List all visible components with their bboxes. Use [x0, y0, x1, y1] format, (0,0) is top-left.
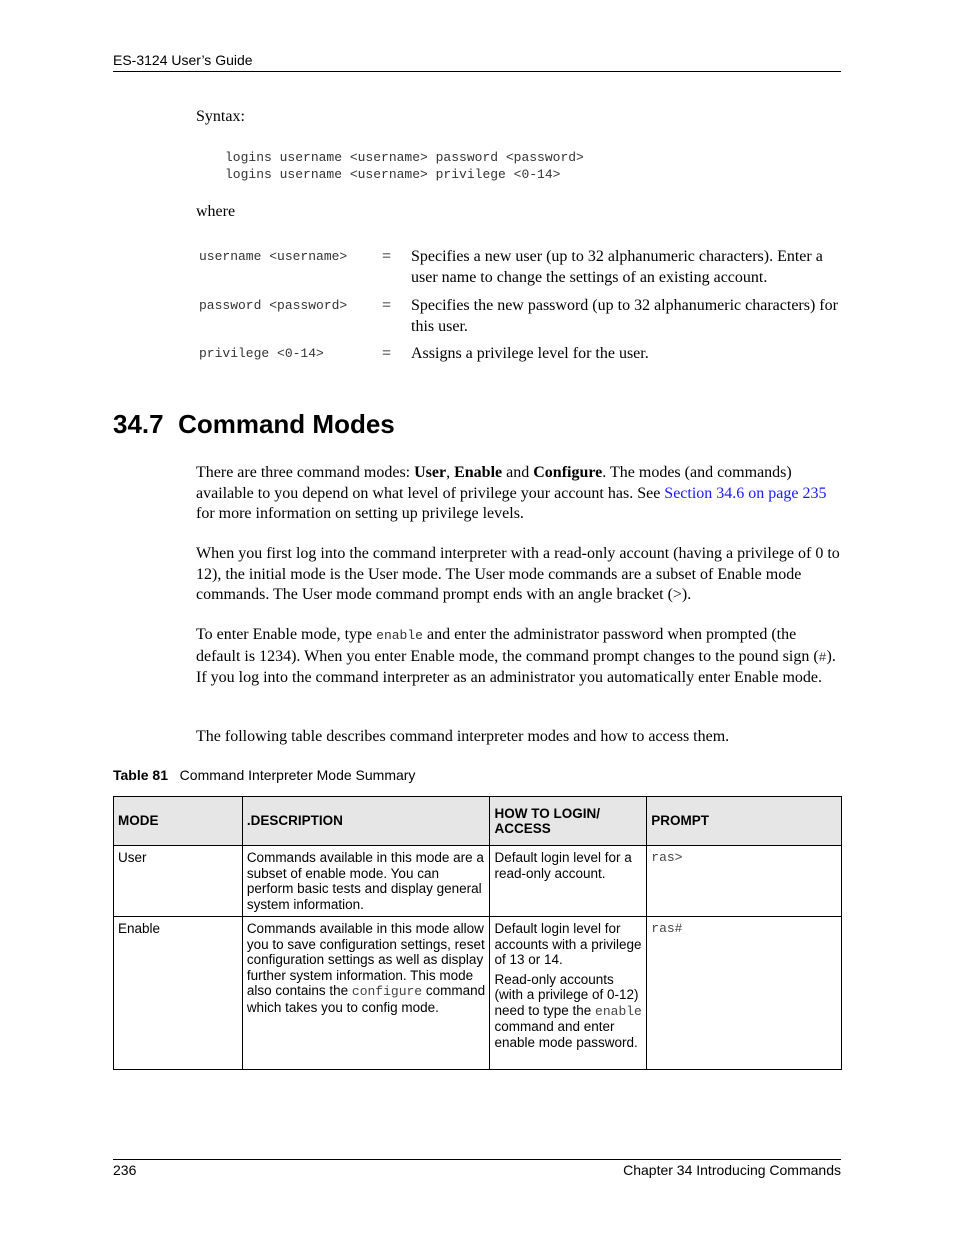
text-run: To enter Enable mode, type	[196, 626, 377, 643]
cell-access	[490, 917, 647, 1070]
column-header-mode: MODE	[114, 797, 243, 846]
section-cross-reference-link[interactable]: Section 34.6 on page 235	[664, 484, 827, 502]
section-heading	[113, 409, 395, 440]
mode-user-bold: User	[414, 464, 447, 481]
cell-access: Default login level for a read-only account.	[490, 846, 647, 917]
inline-code-configure: configure	[351, 984, 423, 999]
page-number: 236	[113, 1162, 137, 1178]
text-run: . The modes (and commands) available to you depend on what level of privilege your account has. See	[196, 464, 792, 502]
footer-divider	[113, 1159, 841, 1160]
table-caption-label: Table 81	[113, 767, 168, 783]
table-row	[114, 846, 842, 917]
mode-enable-bold: Enable	[454, 464, 503, 481]
text-run: Read-only accounts (with a privilege of 0-12) need to type the	[494, 971, 639, 1018]
mode-configure-bold: Configure	[533, 464, 603, 481]
syntax-label: Syntax:	[196, 108, 245, 125]
table-caption	[113, 767, 415, 783]
cell-prompt: ras#	[647, 917, 842, 1070]
access-paragraph	[494, 972, 642, 1051]
text-run: command and enter enable mode password.	[494, 1019, 638, 1050]
text-run: and	[502, 464, 534, 481]
table-caption-text: Command Interpreter Mode Summary	[179, 767, 416, 783]
param-name-password: password <password>	[199, 298, 348, 313]
param-equals: =	[382, 345, 392, 362]
where-label: where	[196, 203, 236, 220]
inline-code-enable: enable	[595, 1003, 642, 1019]
column-header-access: HOW TO LOGIN/ ACCESS	[490, 797, 647, 846]
param-equals: =	[382, 248, 392, 265]
text-run: command which takes you to config mode.	[246, 983, 486, 1015]
inline-code-pound: #	[818, 649, 827, 665]
text-run: ). If you log into the command interpreter as an administrator you automatically enter Enable mode.	[196, 647, 836, 686]
header-divider	[113, 71, 841, 72]
column-header-description: .DESCRIPTION	[242, 797, 490, 846]
param-desc-password: Specifies the new password (up to 32 alphanumeric characters) for this user.	[411, 297, 838, 335]
syntax-line-1: logins username <username> password <password>	[225, 150, 584, 165]
paragraph-user-mode: When you first log into the command interpreter with a read-only account (having a privilege of 0 to 12), the initial mode is the User mode. The User mode commands are a subset of Enable mode commands. The User mode command prompt ends with an angle bracket (>).	[196, 545, 840, 603]
inline-code-enable: enable	[376, 628, 423, 643]
param-equals: =	[382, 297, 392, 314]
table-header-row	[114, 797, 842, 846]
cell-mode: Enable	[114, 917, 243, 1070]
param-desc-privilege: Assigns a privilege level for the user.	[411, 345, 649, 362]
section-number: 34.7	[113, 409, 164, 439]
paragraph-command-modes	[196, 463, 841, 525]
text-run: for more information on setting up privilege levels.	[196, 505, 524, 522]
access-paragraph: Default login level for accounts with a privilege of 13 or 14.	[494, 921, 642, 967]
text-run: and enter the administrator password when prompted (the default is 1234). When you enter Enable mode, the command prompt changes to the pound sign (	[196, 626, 819, 665]
mode-summary-table	[113, 796, 842, 1070]
param-name-privilege: privilege <0-14>	[199, 346, 324, 361]
section-title: Command Modes	[178, 409, 395, 439]
running-header-title: ES-3124 User’s Guide	[113, 52, 253, 68]
paragraph-enable-mode	[196, 625, 841, 689]
text-run: ,	[446, 464, 455, 481]
paragraph-table-intro: The following table describes command interpreter modes and how to access them.	[196, 728, 730, 745]
table-row	[114, 917, 842, 1070]
param-desc-username: Specifies a new user (up to 32 alphanumeric characters). Enter a user name to change the settings of an existing account.	[411, 248, 823, 286]
param-name-username: username <username>	[199, 249, 348, 264]
text-run: Commands available in this mode allow you to save configuration settings, reset configuration settings as well as display further system information. This mode also contains the	[246, 921, 485, 998]
cell-description: Commands available in this mode are a subset of enable mode. You can perform basic tests and display general system information.	[242, 846, 490, 917]
syntax-line-2: logins username <username> privilege <0-14>	[225, 167, 561, 182]
chapter-title: Chapter 34 Introducing Commands	[623, 1162, 841, 1178]
text-run: There are three command modes:	[196, 464, 415, 481]
cell-mode: User	[114, 846, 243, 917]
cell-prompt: ras>	[647, 846, 842, 917]
column-header-prompt: PROMPT	[647, 797, 842, 846]
cell-description	[242, 917, 490, 1070]
